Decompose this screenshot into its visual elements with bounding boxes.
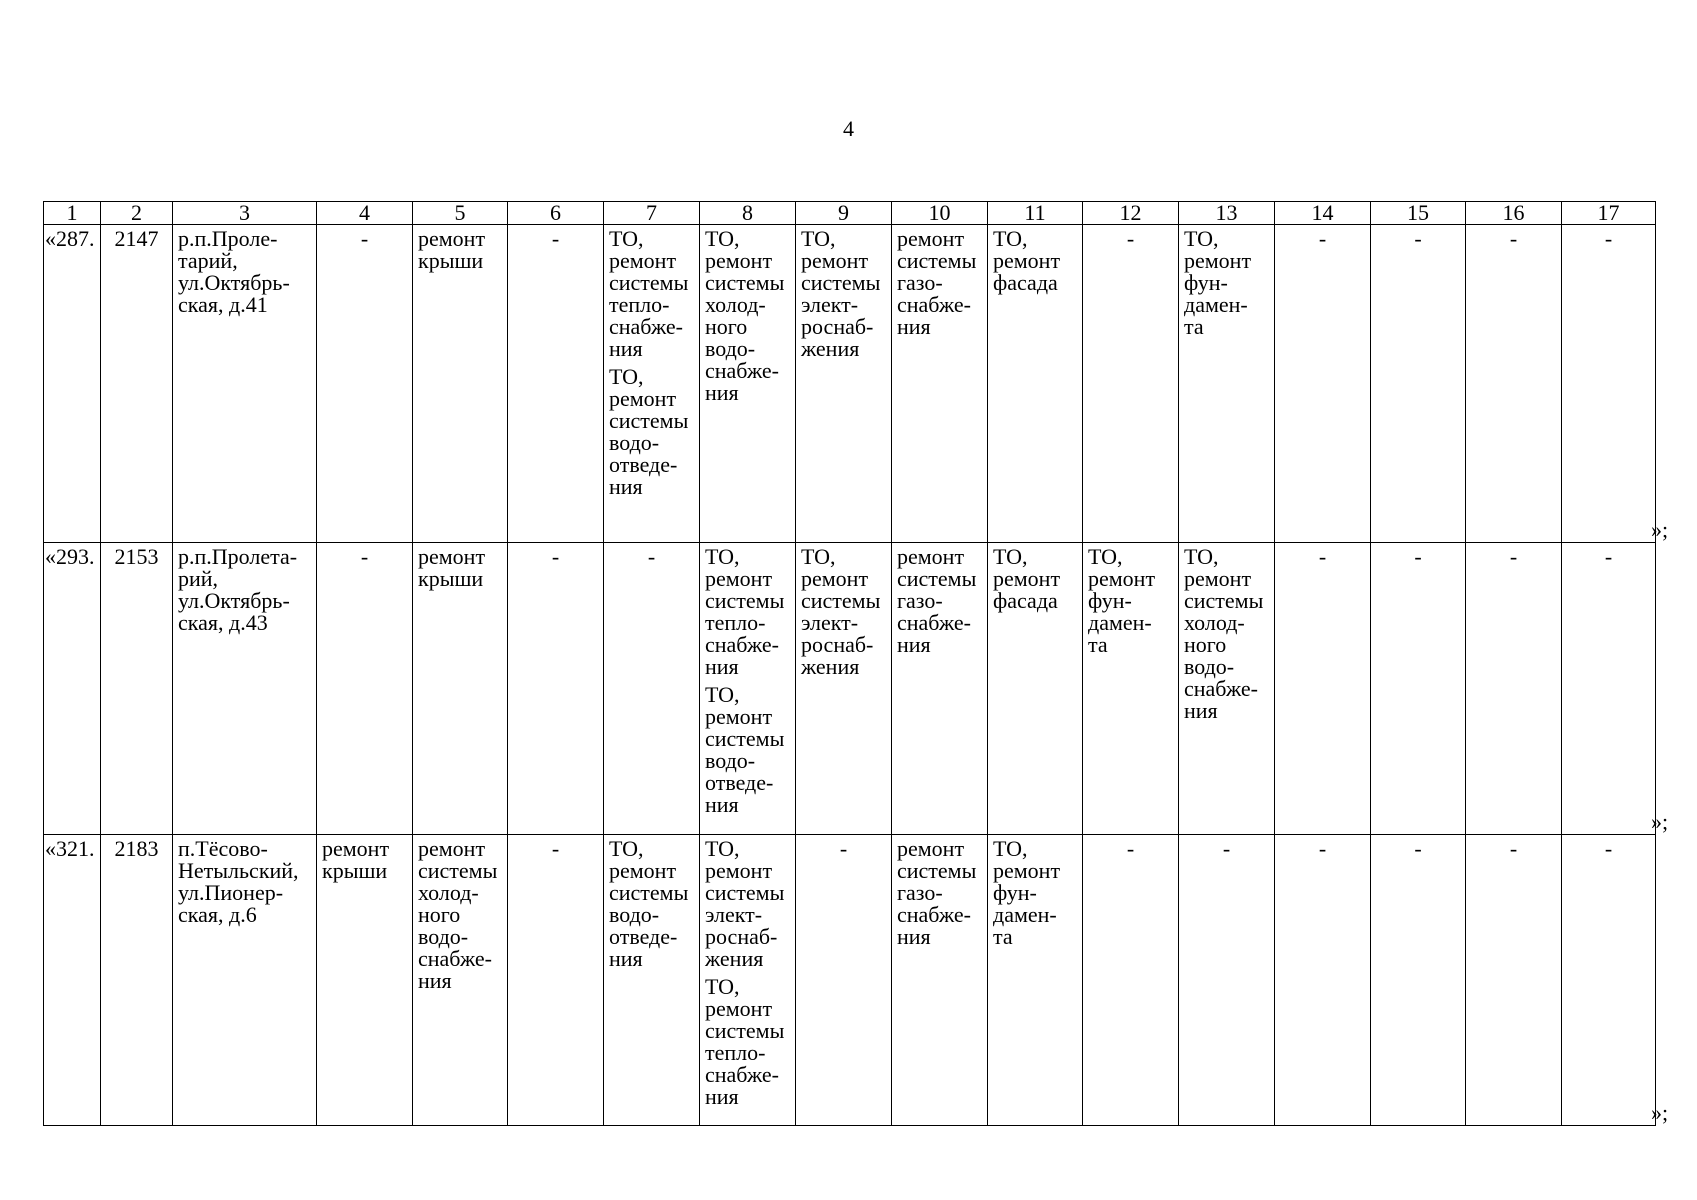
header-cell: 17 xyxy=(1562,202,1656,225)
table-cell xyxy=(1562,225,1656,543)
header-cell: 2 xyxy=(101,202,173,225)
table-cell xyxy=(892,835,988,1126)
table-cell xyxy=(1562,543,1656,835)
table-cell xyxy=(988,543,1083,835)
table-row xyxy=(44,225,1656,543)
table-cell xyxy=(604,225,700,543)
header-cell: 6 xyxy=(508,202,604,225)
table-cell xyxy=(796,835,892,1126)
table-cell xyxy=(1179,543,1275,835)
cell-text: ТО, ремонт фун- дамен- та xyxy=(1088,544,1156,657)
table-cell xyxy=(700,543,796,835)
cell-text: р.п.Проле- тарий, ул.Октябрь- ская, д.41 xyxy=(178,226,290,317)
cell-text: 2153 xyxy=(114,544,159,569)
table-cell xyxy=(1466,225,1562,543)
header-cell: 16 xyxy=(1466,202,1562,225)
table-cell xyxy=(317,835,413,1126)
table-cell xyxy=(1275,225,1371,543)
cell-text: - xyxy=(1318,544,1327,569)
row-end-mark: »; xyxy=(1651,808,1669,834)
cell-text: - xyxy=(1509,836,1518,861)
cell-text: ТО, ремонт системы элект- роснаб- жения xyxy=(801,544,881,679)
cell-text: ТО, ремонт системы холод- ного водо- снабже- ния xyxy=(705,226,785,405)
cell-text: ремонт крыши xyxy=(418,226,486,273)
header-cell: 10 xyxy=(892,202,988,225)
cell-text: - xyxy=(1318,226,1327,251)
header-cell: 5 xyxy=(413,202,508,225)
row-end-mark: »; xyxy=(1651,1099,1669,1125)
table-cell xyxy=(1275,835,1371,1126)
cell-text: ТО, ремонт системы элект- роснаб- жения xyxy=(705,836,785,971)
table-cell xyxy=(1083,835,1179,1126)
table-cell xyxy=(44,835,101,1126)
table-cell xyxy=(1371,543,1466,835)
cell-text: - xyxy=(1318,836,1327,861)
header-cell: 3 xyxy=(173,202,317,225)
table-cell xyxy=(508,835,604,1126)
table-cell xyxy=(101,225,173,543)
table-cell xyxy=(1275,543,1371,835)
cell-text: - xyxy=(551,226,560,251)
table-cell xyxy=(604,543,700,835)
header-row xyxy=(44,202,1656,225)
cell-text: ТО, ремонт фун- дамен- та xyxy=(993,836,1061,949)
table-cell xyxy=(101,835,173,1126)
header-cell: 4 xyxy=(317,202,413,225)
header-cell: 8 xyxy=(700,202,796,225)
table-cell xyxy=(700,225,796,543)
header-cell: 1 xyxy=(44,202,101,225)
table-cell xyxy=(796,225,892,543)
table-cell xyxy=(1371,835,1466,1126)
cell-text: - xyxy=(1414,544,1422,569)
cell-text: ТО, ремонт системы элект- роснаб- жения xyxy=(801,226,881,361)
header-cell: 13 xyxy=(1179,202,1275,225)
table-cell xyxy=(413,543,508,835)
table-cell xyxy=(796,543,892,835)
table-cell xyxy=(1083,543,1179,835)
cell-text: ТО, ремонт фасада xyxy=(993,544,1061,613)
table-cell xyxy=(173,835,317,1126)
table-row xyxy=(44,543,1656,835)
cell-text: - xyxy=(647,544,656,569)
cell-text: - xyxy=(1604,544,1613,569)
table-cell xyxy=(1562,835,1656,1126)
cell-text: ТО, ремонт системы тепло- снабже- ния xyxy=(609,226,689,361)
cell-text: ТО, ремонт системы водо- отведе- ния xyxy=(609,836,689,971)
cell-text: - xyxy=(1509,544,1518,569)
table-cell xyxy=(1083,225,1179,543)
table-cell xyxy=(317,543,413,835)
cell-text: 2147 xyxy=(114,226,159,251)
cell-text: ТО, ремонт системы тепло- снабже- ния xyxy=(705,974,785,1109)
cell-text: п.Тёсово- Нетыльский, ул.Пионер- ская, д.6 xyxy=(178,836,299,927)
cell-text: ТО, ремонт системы водо- отведе- ния xyxy=(705,682,785,817)
table-cell xyxy=(1466,543,1562,835)
cell-text: «287. xyxy=(45,226,95,251)
cell-text: - xyxy=(1414,226,1422,251)
table-cell xyxy=(44,543,101,835)
cell-text: ТО, ремонт системы холод- ного водо- снабже- ния xyxy=(1184,544,1264,723)
header-cell: 7 xyxy=(604,202,700,225)
table-cell xyxy=(413,225,508,543)
header-cell: 11 xyxy=(988,202,1083,225)
row-end-mark: »; xyxy=(1651,516,1669,542)
cell-text: - xyxy=(551,836,560,861)
table-cell xyxy=(1466,835,1562,1126)
cell-text: ремонт системы холод- ного водо- снабже- ния xyxy=(418,836,498,993)
table-cell xyxy=(101,543,173,835)
cell-text: - xyxy=(1604,226,1613,251)
work-schedule-table xyxy=(43,201,1656,1126)
cell-text: ремонт крыши xyxy=(322,836,390,883)
table-cell xyxy=(1371,225,1466,543)
cell-text: ремонт системы газо- снабже- ния xyxy=(897,226,977,339)
table-cell xyxy=(988,225,1083,543)
table-cell xyxy=(508,543,604,835)
header-cell: 12 xyxy=(1083,202,1179,225)
cell-text: ТО, ремонт системы водо- отведе- ния xyxy=(609,364,689,499)
cell-text: р.п.Пролета- рий, ул.Октябрь- ская, д.43 xyxy=(178,544,298,635)
table-cell xyxy=(892,543,988,835)
table-cell xyxy=(988,835,1083,1126)
table-cell xyxy=(604,835,700,1126)
cell-text: - xyxy=(1126,226,1135,251)
cell-text: «321. xyxy=(45,836,95,861)
table-cell xyxy=(317,225,413,543)
cell-text: ремонт крыши xyxy=(418,544,486,591)
header-cell: 14 xyxy=(1275,202,1371,225)
page-number: 4 xyxy=(843,116,854,141)
cell-text: - xyxy=(1126,836,1135,861)
table-cell xyxy=(1179,225,1275,543)
cell-text: 2183 xyxy=(114,836,159,861)
cell-text: - xyxy=(839,836,848,861)
table-cell xyxy=(1179,835,1275,1126)
header-cell: 9 xyxy=(796,202,892,225)
cell-text: ТО, ремонт системы тепло- снабже- ния xyxy=(705,544,785,679)
cell-text: «293. xyxy=(45,544,95,569)
table-row xyxy=(44,835,1656,1126)
cell-text: - xyxy=(1509,226,1518,251)
cell-text: - xyxy=(1222,836,1231,861)
header-cell: 15 xyxy=(1371,202,1466,225)
cell-text: - xyxy=(1414,836,1422,861)
table-cell xyxy=(173,543,317,835)
table-cell xyxy=(892,225,988,543)
cell-text: ТО, ремонт фун- дамен- та xyxy=(1184,226,1252,339)
table-cell xyxy=(173,225,317,543)
table-cell xyxy=(700,835,796,1126)
cell-text: ремонт системы газо- снабже- ния xyxy=(897,544,977,657)
cell-text: ремонт системы газо- снабже- ния xyxy=(897,836,977,949)
cell-text: ТО, ремонт фасада xyxy=(993,226,1061,295)
table-cell xyxy=(413,835,508,1126)
cell-text: - xyxy=(360,544,369,569)
cell-text: - xyxy=(1604,836,1613,861)
cell-text: - xyxy=(360,226,369,251)
cell-text: - xyxy=(551,544,560,569)
table-cell xyxy=(44,225,101,543)
table-cell xyxy=(508,225,604,543)
